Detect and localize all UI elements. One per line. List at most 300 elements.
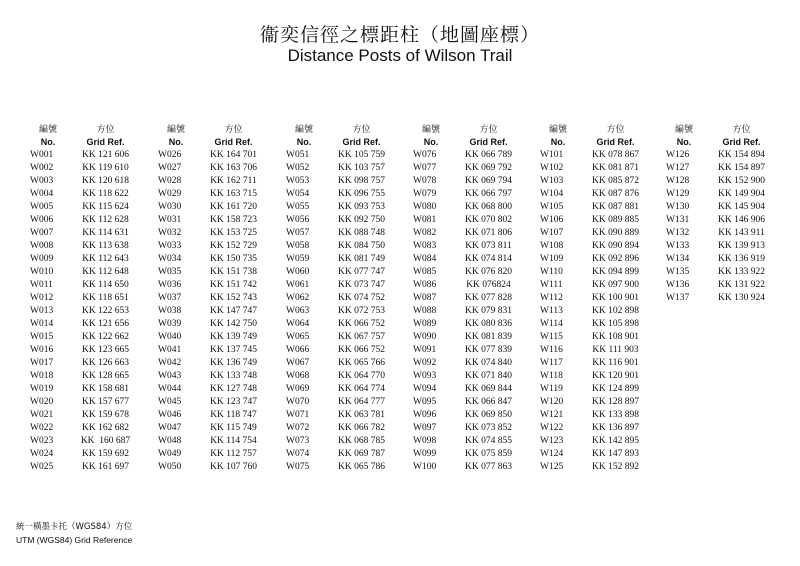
header-no-en: No. (296, 137, 312, 147)
table-row (538, 227, 653, 240)
grid-reference: KK 112 648 (82, 267, 129, 277)
table-row (156, 227, 271, 240)
post-number: W046 (158, 410, 182, 420)
table-row (156, 409, 271, 422)
post-number: W127 (666, 163, 690, 173)
grid-reference: KK 077 839 (465, 345, 512, 355)
post-number: W039 (158, 319, 182, 329)
table-row (156, 253, 271, 266)
post-number: W003 (30, 176, 54, 186)
post-number: W116 (540, 345, 563, 355)
post-number: W091 (413, 345, 437, 355)
grid-reference: KK 107 760 (210, 462, 257, 472)
header-no-zh: 編號 (548, 125, 567, 135)
post-number: W075 (286, 462, 310, 472)
header-ref-en: Grid Ref. (722, 137, 761, 147)
post-number: W066 (286, 345, 310, 355)
grid-reference: KK 066 789 (465, 150, 512, 160)
post-number: W044 (158, 384, 182, 394)
table-row (538, 409, 653, 422)
footer-note-chinese: 統一橫墨卡托（WGS84）方位 (16, 522, 133, 532)
header-no-zh: 編號 (294, 125, 313, 135)
grid-reference: KK 087 876 (592, 189, 639, 199)
table-header-chinese (156, 125, 271, 136)
table-row (411, 318, 526, 331)
grid-reference: KK 113 638 (82, 241, 129, 251)
table-row (411, 396, 526, 409)
grid-reference: KK 133 748 (210, 371, 257, 381)
table-header-chinese (664, 125, 779, 136)
grid-reference: KK 149 904 (718, 189, 765, 199)
grid-reference: KK 064 770 (338, 371, 385, 381)
post-number: W115 (540, 332, 563, 342)
post-number: W107 (540, 228, 564, 238)
post-number: W110 (540, 267, 563, 277)
table-row (284, 227, 399, 240)
grid-reference: KK 074 855 (465, 436, 512, 446)
table-row (664, 201, 779, 214)
grid-reference: KK 116 901 (592, 358, 639, 368)
post-number: W034 (158, 254, 182, 264)
grid-reference: KK 142 895 (592, 436, 639, 446)
grid-reference: KK 112 757 (210, 449, 257, 459)
post-number: W017 (30, 358, 54, 368)
post-number: W016 (30, 345, 54, 355)
grid-reference: KK 154 897 (718, 163, 765, 173)
grid-reference: KK 072 753 (338, 306, 385, 316)
grid-reference: KK 077 828 (465, 293, 512, 303)
table-row (664, 162, 779, 175)
grid-reference: KK 150 735 (210, 254, 257, 264)
post-number: W049 (158, 449, 182, 459)
grid-reference: KK 103 757 (338, 163, 385, 173)
post-number: W135 (666, 267, 690, 277)
table-row (411, 201, 526, 214)
post-number: W080 (413, 202, 437, 212)
table-row (284, 266, 399, 279)
table-row (411, 279, 526, 292)
grid-reference: KK 126 663 (82, 358, 129, 368)
post-number: W040 (158, 332, 182, 342)
post-number: W054 (286, 189, 310, 199)
post-number: W027 (158, 163, 182, 173)
post-number: W059 (286, 254, 310, 264)
table-row (411, 214, 526, 227)
table-row (411, 448, 526, 461)
grid-reference: KK 130 924 (718, 293, 765, 303)
post-number: W106 (540, 215, 564, 225)
grid-reference: KK 114 650 (82, 280, 129, 290)
table-row (28, 383, 143, 396)
table-row (28, 461, 143, 474)
post-number: W019 (30, 384, 54, 394)
table-row (538, 422, 653, 435)
grid-reference: KK 074 814 (465, 254, 512, 264)
header-ref-en: Grid Ref. (469, 137, 508, 147)
table-row (538, 318, 653, 331)
grid-reference: KK 120 618 (82, 176, 129, 186)
grid-table (156, 125, 271, 474)
grid-reference: KK 077 747 (338, 267, 385, 277)
header-ref-zh: 方位 (96, 125, 115, 135)
grid-reference: KK 075 859 (465, 449, 512, 459)
post-number: W052 (286, 163, 310, 173)
header-no-zh: 編號 (166, 125, 185, 135)
grid-reference: KK 142 750 (210, 319, 257, 329)
table-row (28, 201, 143, 214)
grid-reference: KK 118 651 (82, 293, 129, 303)
table-row (664, 266, 779, 279)
grid-reference: KK 080 836 (465, 319, 512, 329)
table-row (411, 409, 526, 422)
grid-reference: KK 127 748 (210, 384, 257, 394)
table-row (156, 305, 271, 318)
grid-reference: KK 124 899 (592, 384, 639, 394)
post-number: W081 (413, 215, 437, 225)
grid-reference: KK 097 900 (592, 280, 639, 290)
post-number: W093 (413, 371, 437, 381)
table-row (28, 266, 143, 279)
table-row (156, 214, 271, 227)
post-number: W033 (158, 241, 182, 251)
grid-reference: KK 076824 (466, 280, 511, 290)
table-row (538, 201, 653, 214)
table-row (28, 175, 143, 188)
post-number: W069 (286, 384, 310, 394)
grid-reference: KK 112 628 (82, 215, 129, 225)
grid-reference: KK 128 665 (82, 371, 129, 381)
post-number: W088 (413, 306, 437, 316)
table-row (538, 331, 653, 344)
post-number: W056 (286, 215, 310, 225)
table-row (411, 370, 526, 383)
post-number: W100 (413, 462, 437, 472)
table-row (156, 149, 271, 162)
post-number: W136 (666, 280, 690, 290)
post-number: W097 (413, 423, 437, 433)
grid-reference: KK 157 677 (82, 397, 129, 407)
grid-reference: KK 074 752 (338, 293, 385, 303)
post-number: W113 (540, 306, 563, 316)
table-row (28, 279, 143, 292)
table-row (538, 357, 653, 370)
header-no-en: No. (550, 137, 566, 147)
table-row (411, 188, 526, 201)
grid-reference: KK 122 662 (82, 332, 129, 342)
post-number: W035 (158, 267, 182, 277)
table-row (411, 461, 526, 474)
header-ref-en: Grid Ref. (86, 137, 125, 147)
grid-reference: KK 069 844 (465, 384, 512, 394)
grid-table (28, 125, 143, 474)
table-row (284, 292, 399, 305)
table-row (538, 383, 653, 396)
table-header-english (664, 136, 779, 149)
post-number: W076 (413, 150, 437, 160)
post-number: W065 (286, 332, 310, 342)
grid-reference: KK 118 622 (82, 189, 129, 199)
post-number: W121 (540, 410, 564, 420)
post-number: W082 (413, 228, 437, 238)
post-number: W070 (286, 397, 310, 407)
table-row (156, 370, 271, 383)
table-row (284, 461, 399, 474)
grid-reference: KK 073 747 (338, 280, 385, 290)
grid-reference: KK 133 898 (592, 410, 639, 420)
grid-reference: KK 158 723 (210, 215, 257, 225)
grid-reference: KK 123 665 (82, 345, 129, 355)
post-number: W128 (666, 176, 690, 186)
grid-reference: KK 115 749 (210, 423, 257, 433)
table-row (284, 240, 399, 253)
post-number: W043 (158, 371, 182, 381)
grid-reference: KK 068 785 (338, 436, 385, 446)
grid-reference: KK 069 787 (338, 449, 385, 459)
grid-reference: KK 123 747 (210, 397, 257, 407)
grid-reference: KK 158 681 (82, 384, 129, 394)
post-number: W026 (158, 150, 182, 160)
grid-reference: KK 066 847 (465, 397, 512, 407)
header-ref-zh: 方位 (352, 125, 371, 135)
post-number: W071 (286, 410, 310, 420)
post-number: W062 (286, 293, 310, 303)
header-no-en: No. (676, 137, 692, 147)
grid-reference: KK 118 747 (210, 410, 257, 420)
post-number: W137 (666, 293, 690, 303)
table-row (664, 188, 779, 201)
table-header-english (284, 136, 399, 149)
post-number: W050 (158, 462, 182, 472)
grid-reference: KK 081 749 (338, 254, 385, 264)
table-header-chinese (538, 125, 653, 136)
post-number: W005 (30, 202, 54, 212)
table-row (411, 422, 526, 435)
table-row (284, 201, 399, 214)
table-row (284, 175, 399, 188)
table-header-english (28, 136, 143, 149)
table-row (411, 331, 526, 344)
table-row (156, 266, 271, 279)
grid-reference: KK 071 806 (465, 228, 512, 238)
table-header-chinese (411, 125, 526, 136)
table-row (411, 292, 526, 305)
header-no-zh: 編號 (674, 125, 693, 135)
table-row (538, 214, 653, 227)
grid-reference: KK 063 781 (338, 410, 385, 420)
grid-reference: KK 081 839 (465, 332, 512, 342)
post-number: W102 (540, 163, 564, 173)
grid-reference: KK 067 757 (338, 332, 385, 342)
table-row (664, 175, 779, 188)
grid-reference: KK 073 852 (465, 423, 512, 433)
grid-reference: KK 100 901 (592, 293, 639, 303)
table-row (28, 448, 143, 461)
table-row (411, 305, 526, 318)
table-row (156, 162, 271, 175)
post-number: W060 (286, 267, 310, 277)
post-number: W024 (30, 449, 54, 459)
table-row (538, 149, 653, 162)
post-number: W111 (540, 280, 563, 290)
post-number: W099 (413, 449, 437, 459)
table-row (284, 188, 399, 201)
header-no-en: No. (40, 137, 56, 147)
grid-reference: KK 139 913 (718, 241, 765, 251)
post-number: W029 (158, 189, 182, 199)
grid-reference: KK 136 897 (592, 423, 639, 433)
table-row (156, 357, 271, 370)
post-number: W015 (30, 332, 54, 342)
post-number: W031 (158, 215, 182, 225)
header-no-zh: 編號 (38, 125, 57, 135)
post-number: W079 (413, 189, 437, 199)
grid-reference: KK 164 701 (210, 150, 257, 160)
post-number: W041 (158, 345, 182, 355)
grid-reference: KK 128 897 (592, 397, 639, 407)
table-row (411, 435, 526, 448)
grid-reference: KK 145 904 (718, 202, 765, 212)
post-number: W013 (30, 306, 54, 316)
grid-reference: KK 094 899 (592, 267, 639, 277)
grid-reference: KK 108 901 (592, 332, 639, 342)
table-row (284, 435, 399, 448)
grid-reference: KK 114 631 (82, 228, 129, 238)
post-number: W104 (540, 189, 564, 199)
grid-reference: KK 066 797 (465, 189, 512, 199)
post-number: W077 (413, 163, 437, 173)
table-row (284, 396, 399, 409)
table-row (28, 292, 143, 305)
post-number: W101 (540, 150, 564, 160)
post-number: W002 (30, 163, 54, 173)
table-row (156, 175, 271, 188)
post-number: W078 (413, 176, 437, 186)
table-row (156, 448, 271, 461)
header-no-zh: 編號 (421, 125, 440, 135)
post-number: W011 (30, 280, 53, 290)
table-header-chinese (284, 125, 399, 136)
post-number: W014 (30, 319, 54, 329)
table-row (538, 461, 653, 474)
post-number: W006 (30, 215, 54, 225)
grid-reference: KK 066 782 (338, 423, 385, 433)
post-number: W109 (540, 254, 564, 264)
grid-reference: KK 078 867 (592, 150, 639, 160)
grid-reference: KK 069 792 (465, 163, 512, 173)
grid-reference: KK 071 840 (465, 371, 512, 381)
table-row (284, 370, 399, 383)
table-row (284, 409, 399, 422)
grid-reference: KK 065 786 (338, 462, 385, 472)
post-number: W051 (286, 150, 310, 160)
post-number: W125 (540, 462, 564, 472)
grid-reference: KK 079 831 (465, 306, 512, 316)
table-row (156, 292, 271, 305)
grid-reference: KK 153 725 (210, 228, 257, 238)
grid-reference: KK 162 711 (210, 176, 257, 186)
post-number: W120 (540, 397, 564, 407)
grid-reference: KK 112 643 (82, 254, 129, 264)
post-number: W032 (158, 228, 182, 238)
grid-reference: KK 090 894 (592, 241, 639, 251)
table-row (28, 253, 143, 266)
post-number: W123 (540, 436, 564, 446)
table-row (284, 149, 399, 162)
post-number: W058 (286, 241, 310, 251)
table-row (284, 383, 399, 396)
grid-reference: KK 121 606 (82, 150, 129, 160)
grid-reference: KK 163 715 (210, 189, 257, 199)
grid-table (664, 125, 779, 305)
table-row (156, 435, 271, 448)
table-row (156, 422, 271, 435)
grid-reference: KK 152 900 (718, 176, 765, 186)
table-row (411, 240, 526, 253)
grid-reference: KK 152 743 (210, 293, 257, 303)
post-number: W130 (666, 202, 690, 212)
grid-reference: KK 131 922 (718, 280, 765, 290)
grid-reference: KK 087 881 (592, 202, 639, 212)
grid-reference: KK 081 871 (592, 163, 639, 173)
post-number: W048 (158, 436, 182, 446)
grid-reference: KK 147 893 (592, 449, 639, 459)
table-row (664, 279, 779, 292)
post-number: W001 (30, 150, 54, 160)
table-row (28, 214, 143, 227)
grid-reference: KK 105 898 (592, 319, 639, 329)
grid-reference: KK 139 749 (210, 332, 257, 342)
post-number: W073 (286, 436, 310, 446)
grid-reference: KK 121 656 (82, 319, 129, 329)
post-number: W124 (540, 449, 564, 459)
post-number: W095 (413, 397, 437, 407)
post-number: W012 (30, 293, 54, 303)
grid-reference: KK 096 755 (338, 189, 385, 199)
table-row (156, 240, 271, 253)
table-row (28, 409, 143, 422)
table-row (538, 396, 653, 409)
post-number: W068 (286, 371, 310, 381)
post-number: W090 (413, 332, 437, 342)
post-number: W037 (158, 293, 182, 303)
grid-reference: KK 151 742 (210, 280, 257, 290)
post-number: W074 (286, 449, 310, 459)
post-number: W133 (666, 241, 690, 251)
grid-reference: KK 066 752 (338, 319, 385, 329)
table-row (538, 266, 653, 279)
post-number: W053 (286, 176, 310, 186)
grid-reference: KK 088 748 (338, 228, 385, 238)
table-row (284, 162, 399, 175)
grid-reference: KK 143 911 (718, 228, 765, 238)
post-number: W103 (540, 176, 564, 186)
table-row (411, 227, 526, 240)
post-number: W094 (413, 384, 437, 394)
post-number: W036 (158, 280, 182, 290)
grid-reference: KK 092 750 (338, 215, 385, 225)
table-row (156, 331, 271, 344)
post-number: W007 (30, 228, 54, 238)
post-number: W030 (158, 202, 182, 212)
grid-reference: KK 084 750 (338, 241, 385, 251)
grid-reference: KK 137 745 (210, 345, 257, 355)
table-row (411, 266, 526, 279)
table-row (411, 175, 526, 188)
post-number: W023 (30, 436, 54, 446)
grid-reference: KK 161 720 (210, 202, 257, 212)
table-row (284, 279, 399, 292)
grid-reference: KK 064 774 (338, 384, 385, 394)
